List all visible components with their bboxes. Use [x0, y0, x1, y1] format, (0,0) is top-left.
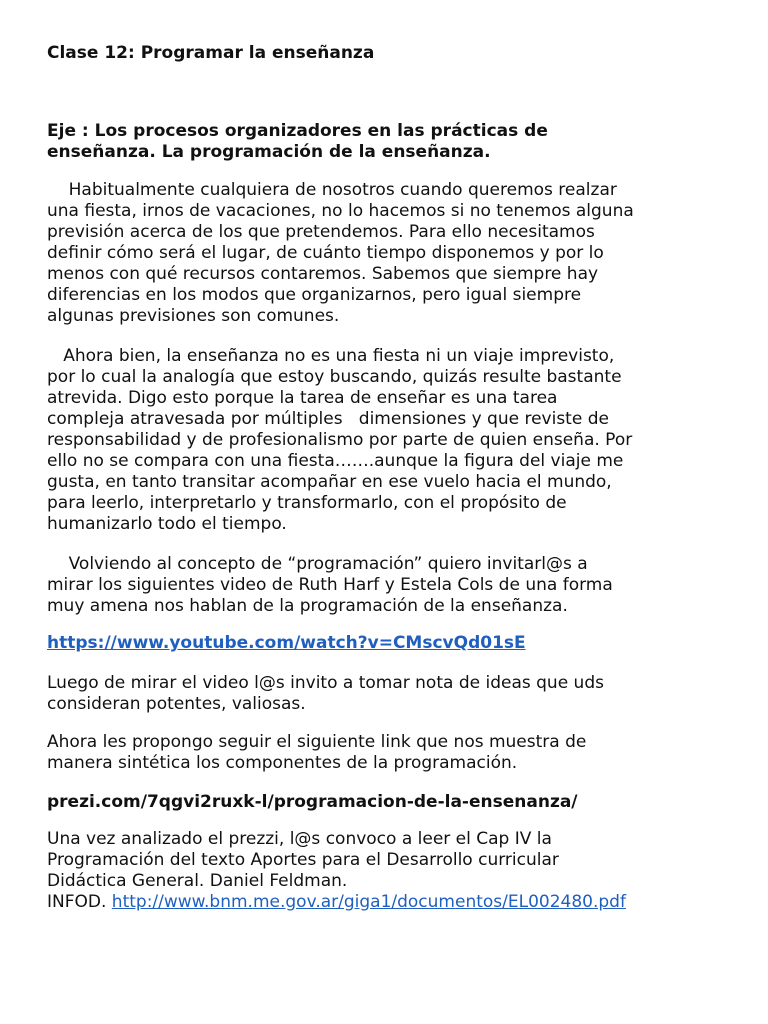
- youtube-link-row: [47, 633, 737, 654]
- axis-heading: [47, 121, 737, 163]
- paragraph-line: diferencias en los modos que organizarnos, pero igual siempre: [47, 285, 582, 305]
- paragraph-line: para leerlo, interpretarlo y transformarlo, con el propósito de: [47, 493, 567, 513]
- document-title: Clase 12: Programar la enseñanza: [47, 43, 375, 63]
- paragraph-analogy: [47, 346, 737, 535]
- paragraph-line: Habitualmente cualquiera de nosotros cuando queremos realzar: [47, 180, 617, 200]
- paragraph-line: por lo cual la analogía que estoy buscando, quizás resulte bastante: [47, 367, 622, 387]
- paragraph-line: consideran potentes, valiosas.: [47, 694, 306, 714]
- paragraph-line: gusta, en tanto transitar acompañar en ese vuelo hacia el mundo,: [47, 472, 612, 492]
- paragraph-line: Didáctica General. Daniel Feldman.: [47, 871, 348, 891]
- paragraph-line: humanizarlo todo el tiempo.: [47, 514, 287, 534]
- prezi-link-row: [47, 792, 737, 813]
- paragraph-line: manera sintética los componentes de la programación.: [47, 753, 518, 773]
- paragraph-intro: [47, 180, 737, 327]
- axis-heading-line: enseñanza. La programación de la enseñanza.: [47, 142, 491, 162]
- paragraph-line: Ahora les propongo seguir el siguiente link que nos muestra de: [47, 732, 587, 752]
- infod-line: [47, 892, 737, 913]
- paragraph-videos: [47, 554, 737, 617]
- paragraph-line: Volviendo al concepto de “programación” quiero invitarl@s a: [47, 554, 588, 574]
- paragraph-line: atrevida. Digo esto porque la tarea de enseñar es una tarea: [47, 388, 558, 408]
- paragraph-line: Una vez analizado el prezzi, l@s convoco a leer el Cap IV la: [47, 829, 552, 849]
- paragraph-line: menos con qué recursos contaremos. Sabemos que siempre hay: [47, 264, 599, 284]
- prezi-link: prezi.com/7qgvi2ruxk-l/programacion-de-la-ensenanza/: [47, 792, 578, 812]
- paragraph-line: mirar los siguientes video de Ruth Harf y Estela Cols de una forma: [47, 575, 613, 595]
- youtube-link[interactable]: https://www.youtube.com/watch?v=CMscvQd01sE: [47, 633, 526, 653]
- paragraph-line: compleja atravesada por múltiples dimensiones y que reviste de: [47, 409, 609, 429]
- axis-heading-line: Eje : Los procesos organizadores en las prácticas de: [47, 121, 548, 141]
- paragraph-line: algunas previsiones son comunes.: [47, 306, 340, 326]
- paragraph-line: una fiesta, irnos de vacaciones, no lo hacemos si no tenemos alguna: [47, 201, 634, 221]
- infod-link[interactable]: http://www.bnm.me.gov.ar/giga1/documentos/EL002480.pdf: [111, 892, 626, 912]
- paragraph-line: responsabilidad y de profesionalismo por parte de quien enseña. Por: [47, 430, 633, 450]
- paragraph-line: muy amena nos hablan de la programación de la enseñanza.: [47, 596, 568, 616]
- paragraph-line: Luego de mirar el video l@s invito a tomar nota de ideas que uds: [47, 673, 604, 693]
- paragraph-prezi-intro: [47, 732, 737, 774]
- paragraph-notes: [47, 673, 737, 715]
- paragraph-line: Ahora bien, la enseñanza no es una fiesta ni un viaje imprevisto,: [47, 346, 615, 366]
- paragraph-line: previsión acerca de los que pretendemos. Para ello necesitamos: [47, 222, 595, 242]
- infod-prefix: INFOD.: [47, 892, 112, 912]
- paragraph-line: definir cómo será el lugar, de cuánto tiempo disponemos y por lo: [47, 243, 604, 263]
- paragraph-line: ello no se compara con una fiesta…….aunque la figura del viaje me: [47, 451, 624, 471]
- paragraph-reading: [47, 829, 737, 913]
- paragraph-line: Programación del texto Aportes para el Desarrollo curricular: [47, 850, 559, 870]
